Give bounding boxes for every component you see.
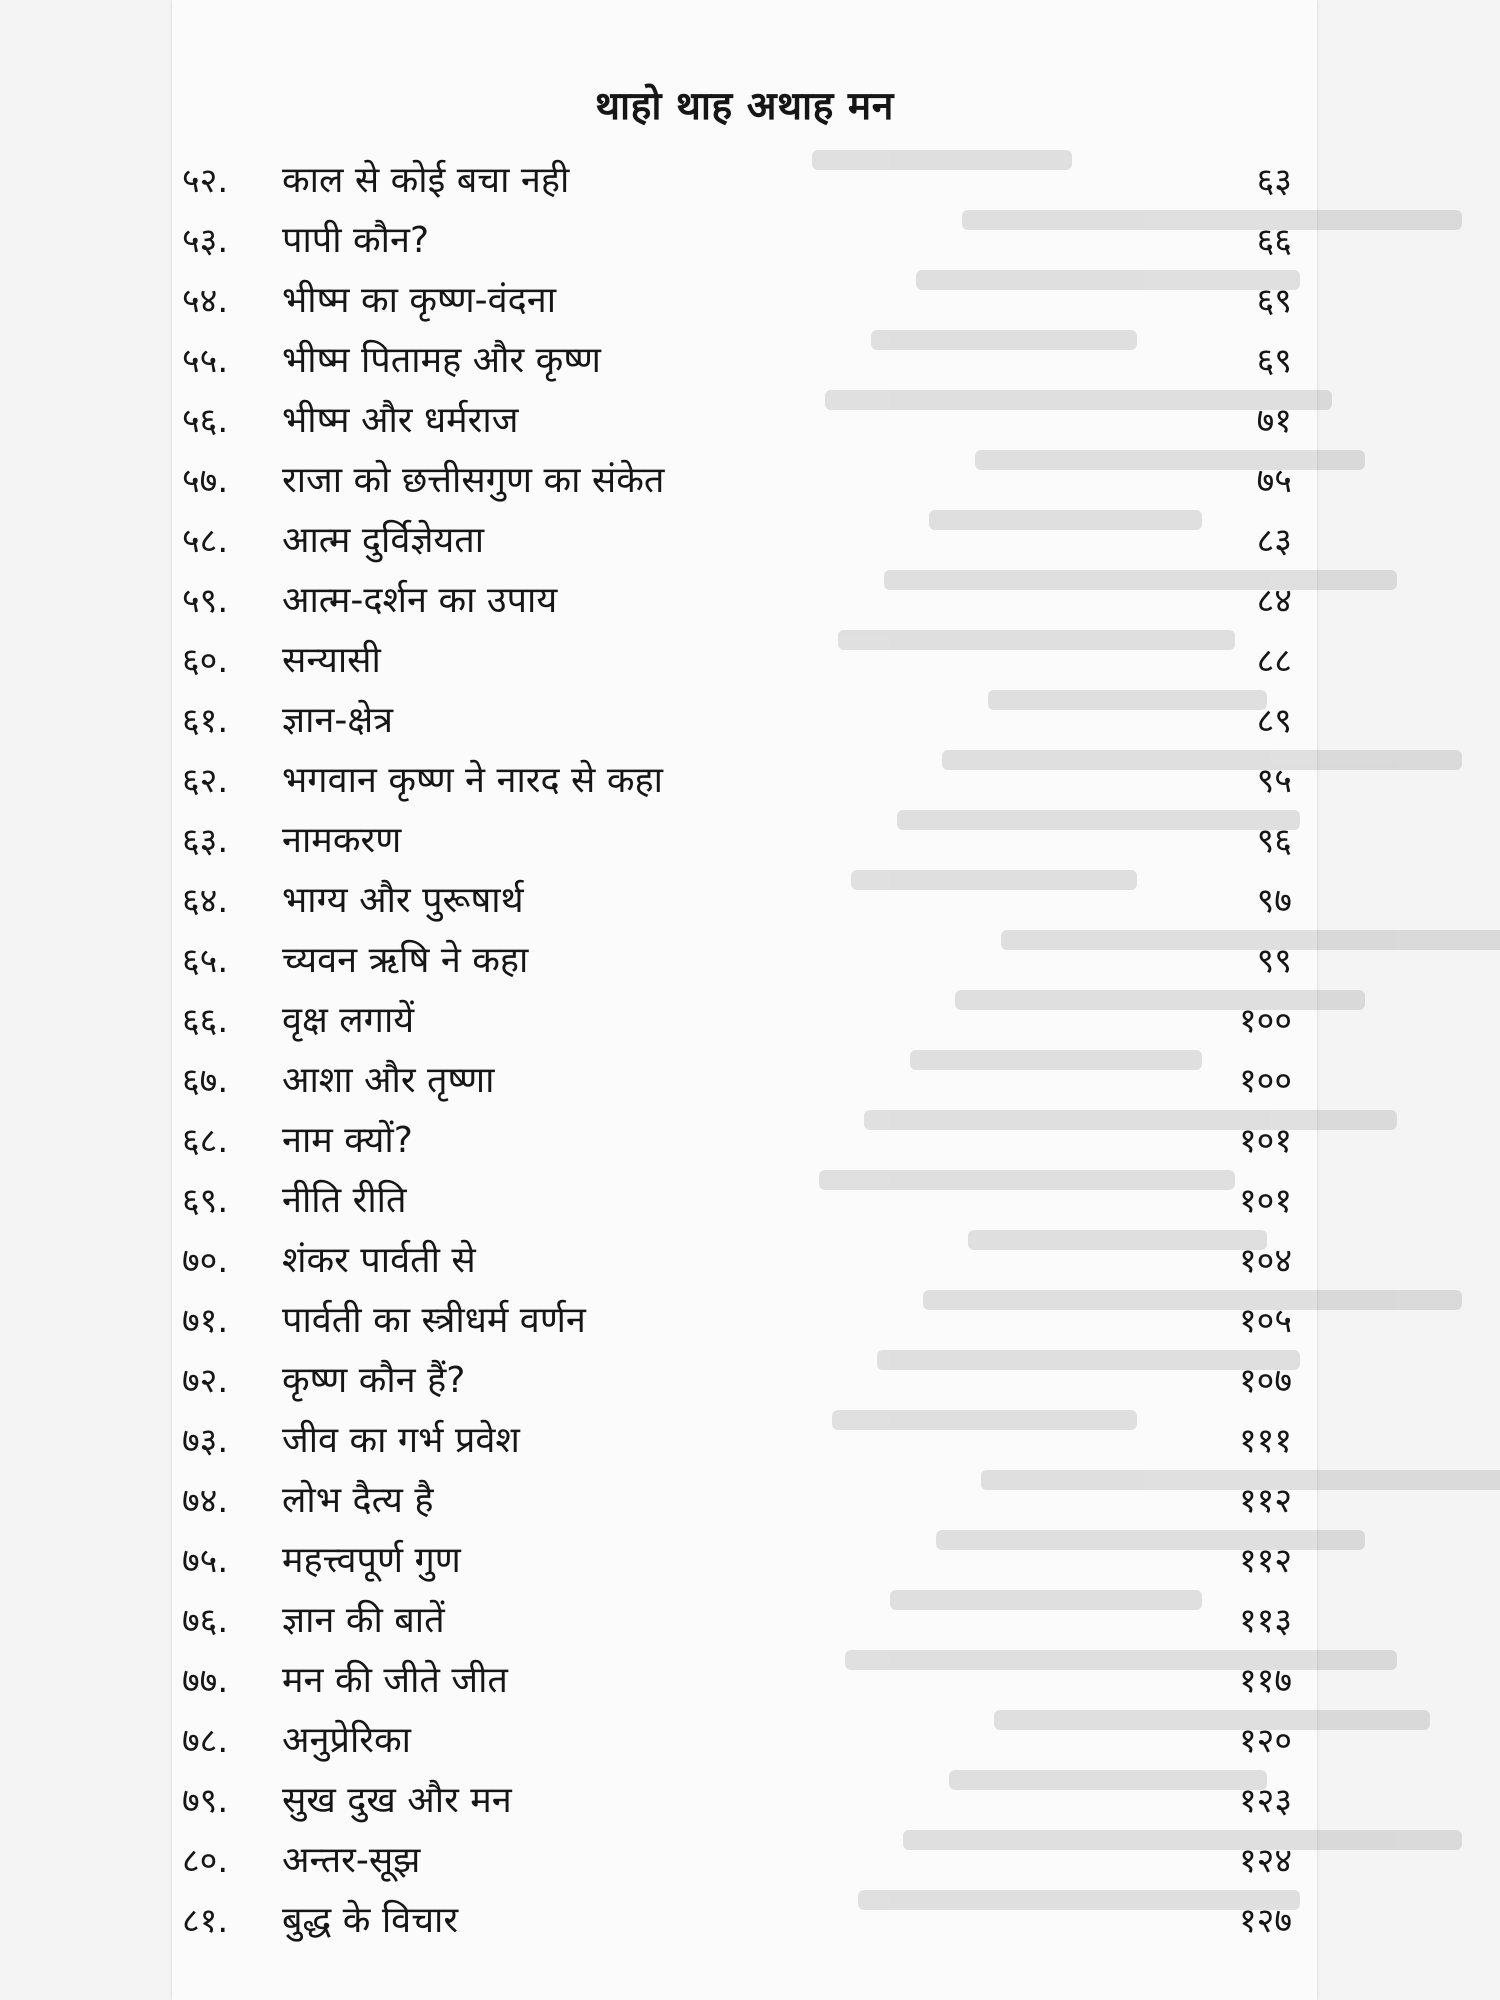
toc-row <box>172 930 1317 990</box>
toc-entry-title: ज्ञान-क्षेत्र <box>282 700 394 741</box>
toc-entry-title: नामकरण <box>282 820 402 861</box>
toc-row <box>172 750 1317 810</box>
toc-entry-title: आत्म दुर्विज्ञेयता <box>282 520 485 561</box>
toc-entry-title: भीष्म और धर्मराज <box>282 400 519 441</box>
toc-entry-number: ५२. <box>182 161 229 201</box>
toc-row <box>172 1590 1317 1650</box>
toc-entry-page-number: ९९ <box>1256 941 1292 981</box>
toc-entry-number: ६५. <box>182 941 229 981</box>
toc-entry-title: आत्म-दर्शन का उपाय <box>282 580 558 621</box>
toc-row <box>172 330 1317 390</box>
toc-row <box>172 1890 1317 1950</box>
toc-row <box>172 510 1317 570</box>
toc-entry-page-number: ७५ <box>1256 461 1292 501</box>
toc-entry-title: मन की जीते जीत <box>282 1660 508 1701</box>
toc-entry-page-number: ६३ <box>1256 161 1292 201</box>
toc-entry-page-number: ९७ <box>1256 881 1292 921</box>
toc-entry-page-number: ११२ <box>1238 1481 1292 1521</box>
toc-entry-number: ७०. <box>182 1241 229 1281</box>
toc-entry-number: ६३. <box>182 821 229 861</box>
toc-entry-title: आशा और तृष्णा <box>282 1060 495 1101</box>
toc-row <box>172 1170 1317 1230</box>
toc-entry-title: च्यवन ऋषि ने कहा <box>282 940 529 981</box>
toc-row <box>172 570 1317 630</box>
toc-entry-number: ५७. <box>182 461 229 501</box>
toc-row <box>172 690 1317 750</box>
toc-entry-title: भीष्म का कृष्ण-वंदना <box>282 280 557 321</box>
toc-row <box>172 450 1317 510</box>
toc-entry-title: वृक्ष लगायें <box>282 1000 415 1041</box>
toc-row <box>172 1230 1317 1290</box>
toc-entry-page-number: ८८ <box>1256 641 1292 681</box>
toc-entry-number: ६२. <box>182 761 229 801</box>
toc-entry-number: ६९. <box>182 1181 229 1221</box>
toc-row <box>172 990 1317 1050</box>
toc-entry-page-number: ९६ <box>1256 821 1292 861</box>
toc-row <box>172 1410 1317 1470</box>
toc-entry-number: ७८. <box>182 1721 229 1761</box>
toc-entry-page-number: १२४ <box>1238 1841 1292 1881</box>
toc-entry-title: सन्यासी <box>282 640 381 681</box>
toc-entry-page-number: ६९ <box>1256 341 1292 381</box>
toc-entry-number: ६१. <box>182 701 229 741</box>
toc-entry-page-number: ९५ <box>1256 761 1292 801</box>
toc-entry-page-number: १२७ <box>1238 1901 1292 1941</box>
toc-entry-title: अनुप्रेरिका <box>282 1720 411 1761</box>
toc-entry-number: ६८. <box>182 1121 229 1161</box>
toc-entry-number: ५९. <box>182 581 229 621</box>
toc-entry-page-number: ६६ <box>1256 221 1292 261</box>
toc-entry-page-number: १०५ <box>1238 1301 1292 1341</box>
toc-entry-number: ७५. <box>182 1541 229 1581</box>
toc-row <box>172 1710 1317 1770</box>
toc-entry-number: ७२. <box>182 1361 229 1401</box>
toc-entry-title: ज्ञान की बातें <box>282 1600 445 1641</box>
toc-entry-page-number: १०० <box>1238 1001 1292 1041</box>
toc-entry-page-number: ११३ <box>1238 1601 1292 1641</box>
toc-entry-title: भाग्य और पुरूषार्थ <box>282 880 524 921</box>
toc-entry-page-number: १२३ <box>1238 1781 1292 1821</box>
toc-row <box>172 1050 1317 1110</box>
toc-row <box>172 630 1317 690</box>
toc-entry-page-number: ११२ <box>1238 1541 1292 1581</box>
toc-entry-title: नाम क्यों? <box>282 1120 413 1161</box>
toc-entry-title: शंकर पार्वती से <box>282 1240 476 1281</box>
toc-entry-title: सुख दुख और मन <box>282 1780 512 1821</box>
toc-entry-page-number: १०१ <box>1238 1181 1292 1221</box>
toc-row <box>172 870 1317 930</box>
toc-entry-number: ७७. <box>182 1661 229 1701</box>
toc-entry-title: राजा को छत्तीसगुण का संकेत <box>282 460 665 501</box>
toc-entry-page-number: ८४ <box>1256 581 1292 621</box>
toc-entry-title: जीव का गर्भ प्रवेश <box>282 1420 520 1461</box>
toc-entry-page-number: ८३ <box>1256 521 1292 561</box>
toc-row <box>172 1290 1317 1350</box>
toc-entry-number: ५४. <box>182 281 229 321</box>
toc-entry-title: बुद्ध के विचार <box>282 1900 459 1941</box>
toc-entry-title: कृष्ण कौन हैं? <box>282 1360 466 1401</box>
toc-row <box>172 1650 1317 1710</box>
toc-entry-page-number: ७१ <box>1256 401 1292 441</box>
toc-entry-number: ६६. <box>182 1001 229 1041</box>
toc-entry-number: ७९. <box>182 1781 229 1821</box>
toc-row <box>172 390 1317 450</box>
toc-row <box>172 1830 1317 1890</box>
toc-entry-title: भगवान कृष्ण ने नारद से कहा <box>282 760 663 801</box>
toc-entry-page-number: १२० <box>1238 1721 1292 1761</box>
toc-row <box>172 1770 1317 1830</box>
toc-entry-number: ५५. <box>182 341 229 381</box>
toc-entry-number: ७६. <box>182 1601 229 1641</box>
table-of-contents <box>172 150 1317 1950</box>
toc-entry-page-number: १०७ <box>1238 1361 1292 1401</box>
toc-entry-number: ६०. <box>182 641 229 681</box>
toc-entry-page-number: १०० <box>1238 1061 1292 1101</box>
toc-row <box>172 1530 1317 1590</box>
toc-entry-number: ७३. <box>182 1421 229 1461</box>
toc-entry-title: लोभ दैत्य है <box>282 1480 434 1521</box>
toc-entry-page-number: ८९ <box>1256 701 1292 741</box>
toc-entry-page-number: ६९ <box>1256 281 1292 321</box>
toc-entry-number: ८१. <box>182 1901 229 1941</box>
toc-row <box>172 150 1317 210</box>
toc-entry-page-number: १०४ <box>1238 1241 1292 1281</box>
toc-entry-number: ५६. <box>182 401 229 441</box>
toc-entry-title: काल से कोई बचा नही <box>282 160 570 201</box>
toc-entry-number: ५३. <box>182 221 229 261</box>
toc-entry-number: ६७. <box>182 1061 229 1101</box>
toc-entry-page-number: १०१ <box>1238 1121 1292 1161</box>
toc-entry-title: महत्त्वपूर्ण गुण <box>282 1540 461 1581</box>
toc-row <box>172 1350 1317 1410</box>
toc-entry-title: नीति रीति <box>282 1180 407 1221</box>
toc-row <box>172 1110 1317 1170</box>
toc-entry-number: ८०. <box>182 1841 229 1881</box>
toc-row <box>172 810 1317 870</box>
toc-row <box>172 270 1317 330</box>
toc-entry-number: ५८. <box>182 521 229 561</box>
toc-row <box>172 210 1317 270</box>
toc-row <box>172 1470 1317 1530</box>
toc-entry-page-number: १११ <box>1238 1421 1292 1461</box>
page-title: थाहो थाह अथाह मन <box>595 84 894 129</box>
toc-entry-title: पार्वती का स्त्रीधर्म वर्णन <box>282 1300 586 1341</box>
toc-entry-number: ६४. <box>182 881 229 921</box>
book-page <box>172 0 1317 2000</box>
toc-entry-title: भीष्म पितामह और कृष्ण <box>282 340 601 381</box>
toc-entry-number: ७४. <box>182 1481 229 1521</box>
toc-entry-title: अन्तर-सूझ <box>282 1840 421 1881</box>
toc-entry-page-number: ११७ <box>1238 1661 1292 1701</box>
toc-entry-number: ७१. <box>182 1301 229 1341</box>
toc-entry-title: पापी कौन? <box>282 220 430 261</box>
